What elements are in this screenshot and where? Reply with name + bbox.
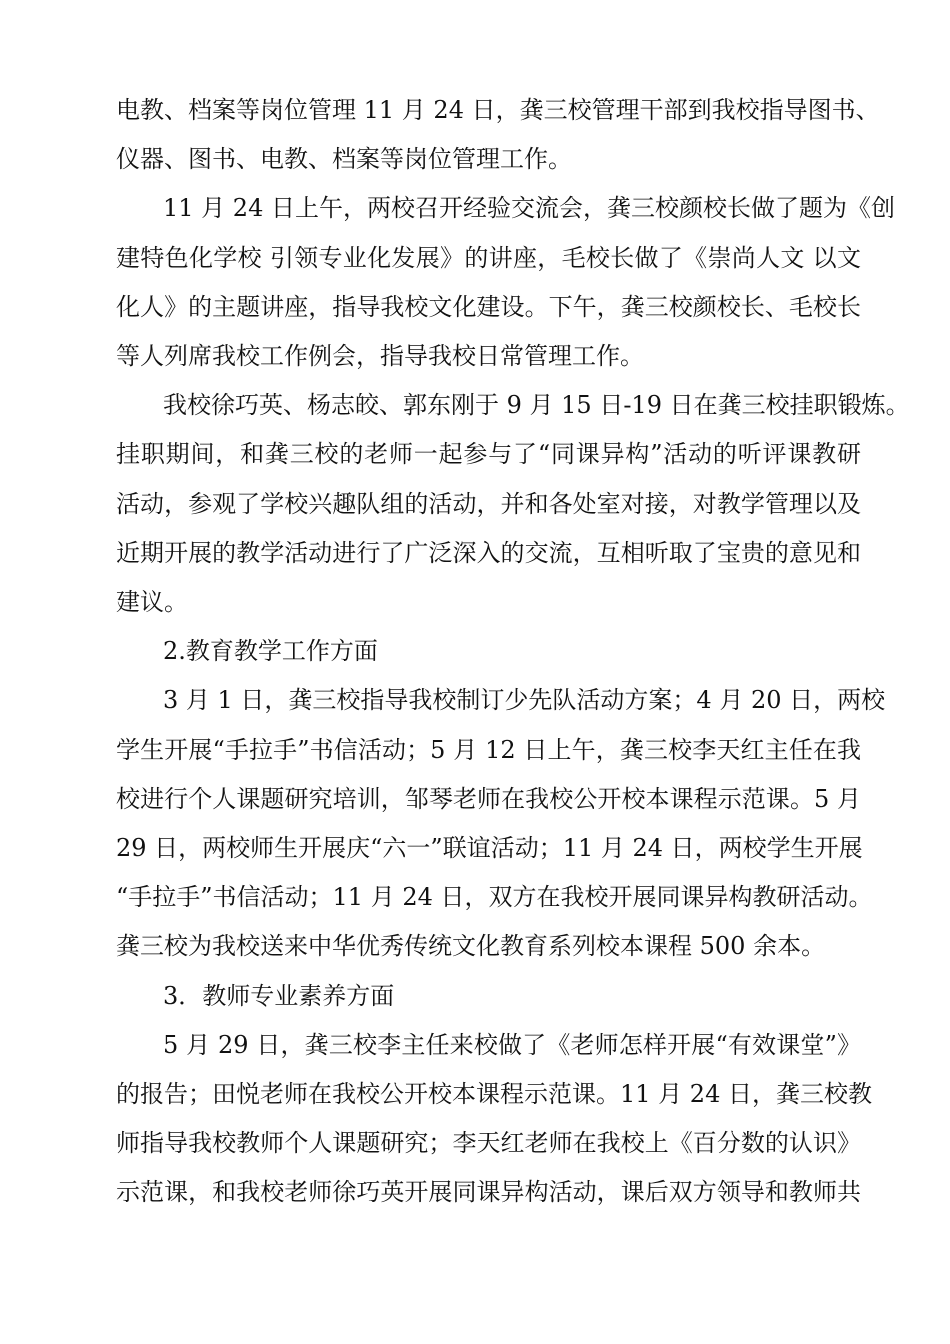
text-line: 5 月 29 日，龚三校李主任来校做了《老师怎样开展“有效课堂”》	[163, 1031, 861, 1059]
text-line: 的报告；田悦老师在我校公开校本课程示范课。11 月 24 日，龚三校教	[116, 1080, 872, 1108]
text-line: 3．教师专业素养方面	[163, 982, 395, 1010]
text-line: 化人》的主题讲座，指导我校文化建设。下午，龚三校颜校长、毛校长	[116, 293, 861, 321]
text-line: 29 日，两校师生开展庆“六一”联谊活动；11 月 24 日，两校学生开展	[116, 834, 863, 862]
text-line: 学生开展“手拉手”书信活动；5 月 12 日上午，龚三校李天红主任在我	[116, 736, 861, 764]
text-line: 电教、档案等岗位管理 11 月 24 日，龚三校管理干部到我校指导图书、	[116, 96, 880, 124]
text-line: 我校徐巧英、杨志皎、郭东刚于 9 月 15 日-19 日在龚三校挂职锻炼。	[163, 391, 910, 419]
text-line: 建特色化学校 引领专业化发展》的讲座，毛校长做了《崇尚人文 以文	[116, 244, 861, 272]
text-line: 近期开展的教学活动进行了广泛深入的交流，互相听取了宝贵的意见和	[116, 539, 861, 567]
text-line: 龚三校为我校送来中华优秀传统文化教育系列校本课程 500 余本。	[116, 932, 826, 960]
text-line: 3 月 1 日，龚三校指导我校制订少先队活动方案；4 月 20 日，两校	[163, 686, 886, 714]
text-line: “手拉手”书信活动；11 月 24 日，双方在我校开展同课异构教研活动。	[116, 883, 873, 911]
text-line: 活动，参观了学校兴趣队组的活动，并和各处室对接，对教学管理以及	[116, 490, 861, 518]
text-line: 挂职期间，和龚三校的老师一起参与了“同课异构”活动的听评课教研	[116, 440, 861, 468]
text-line: 校进行个人课题研究培训，邹琴老师在我校公开校本课程示范课。5 月	[116, 785, 861, 813]
text-line: 2.教育教学工作方面	[163, 637, 378, 665]
text-line: 仪器、图书、电教、档案等岗位管理工作。	[116, 145, 572, 173]
text-line: 建议。	[116, 588, 188, 616]
text-line: 示范课，和我校老师徐巧英开展同课异构活动，课后双方领导和教师共	[116, 1178, 861, 1206]
text-line: 师指导我校教师个人课题研究；李天红老师在我校上《百分数的认识》	[116, 1129, 861, 1157]
text-line: 11 月 24 日上午，两校召开经验交流会，龚三校颜校长做了题为《创	[163, 194, 895, 222]
text-line: 等人列席我校工作例会，指导我校日常管理工作。	[116, 342, 644, 370]
